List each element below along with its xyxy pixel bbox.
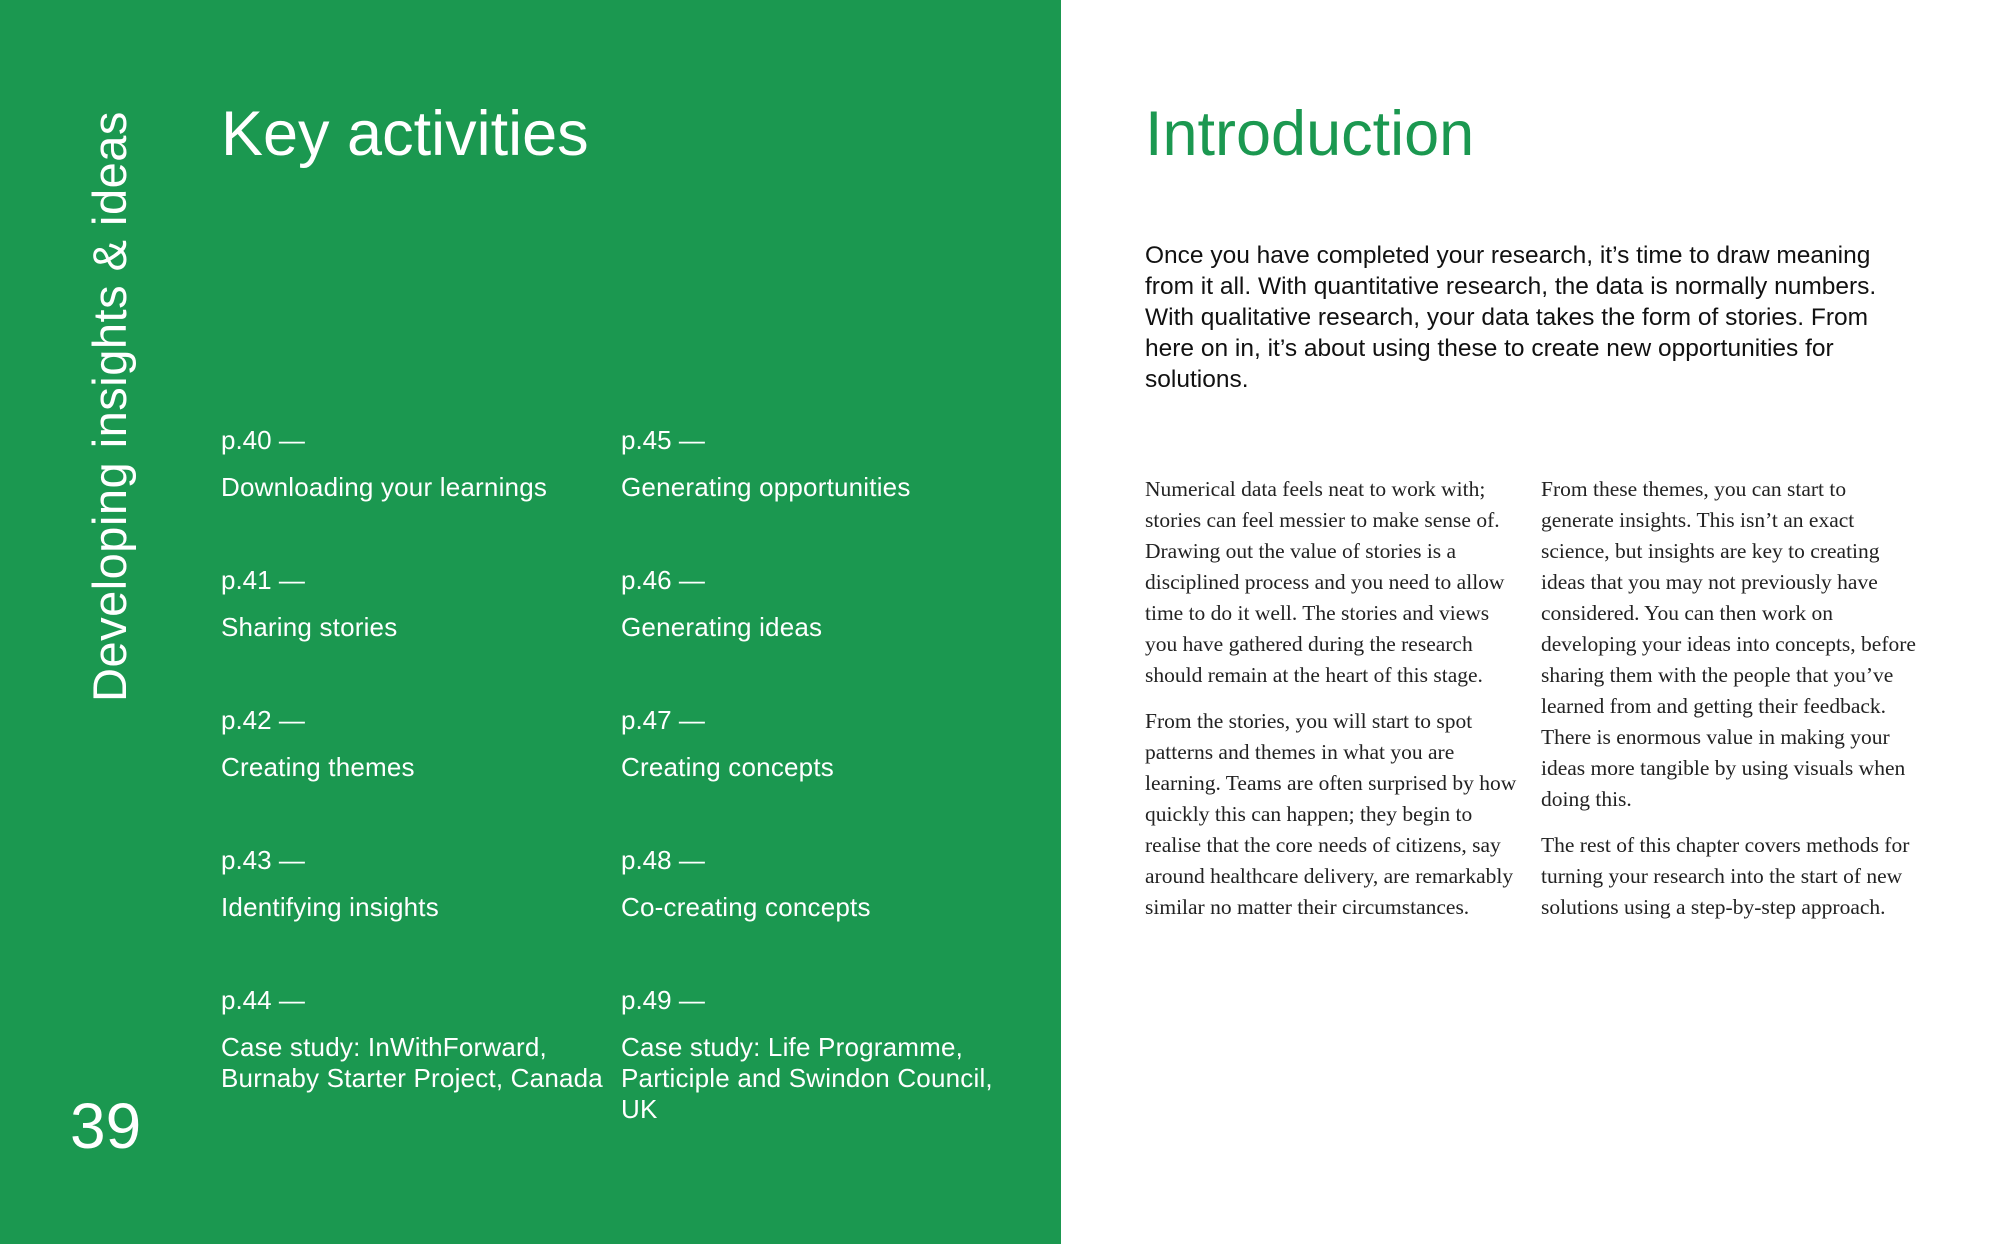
activity-name: Creating concepts xyxy=(621,752,834,782)
section-label-vertical: Developing insights & ideas xyxy=(83,111,136,702)
activity-item[interactable] xyxy=(221,845,621,985)
body-column-left xyxy=(1145,474,1525,938)
body-paragraph: Numerical data feels neat to work with; stories can feel messier to make sense of. Drawing out the value of stories is a disciplined process and you need to allow time to do it well. The stories and views you have gathered during the research should remain at the heart of this stage. xyxy=(1145,477,1505,687)
body-column-right xyxy=(1541,474,1921,938)
activity-name: Identifying insights xyxy=(221,892,439,922)
activity-item[interactable] xyxy=(221,425,621,565)
activity-item[interactable] xyxy=(621,985,1021,1125)
activity-page-ref: p.44 — xyxy=(221,985,305,1015)
activity-page-ref: p.45 — xyxy=(621,425,705,455)
activity-item[interactable] xyxy=(621,845,1021,985)
body-paragraph: From the stories, you will start to spot patterns and themes in what you are learning. Teams are often surprised by how quickly this can happen; they begin to realise that the core needs of citizens, say around healthcare delivery, are remarkably similar no matter their circumstances. xyxy=(1145,709,1517,919)
activity-name: Downloading your learnings xyxy=(221,472,548,502)
activity-item[interactable] xyxy=(221,565,621,705)
activity-name: Generating ideas xyxy=(621,612,823,642)
activity-page-ref: p.49 — xyxy=(621,985,705,1015)
activity-item[interactable] xyxy=(621,705,1021,845)
activity-list xyxy=(221,425,1021,1125)
activity-page-ref: p.46 — xyxy=(621,565,705,595)
activity-name: Case study: InWithForward, Burnaby Starter Project, Canada xyxy=(221,1032,603,1093)
key-activities-title: Key activities xyxy=(221,99,589,169)
activity-item[interactable] xyxy=(221,985,621,1125)
activity-name: Sharing stories xyxy=(221,612,398,642)
body-paragraph: From these themes, you can start to generate insights. This isn’t an exact science, but insights are key to creating ideas that you may not previously have considered. You can then work on developing your ideas into concepts, before sharing them with the people that you’ve learned from and getting their feedback. There is enormous value in making your ideas more tangible by using visuals when doing this. xyxy=(1541,477,1916,811)
activity-name: Co-creating concepts xyxy=(621,892,871,922)
activity-name: Case study: Life Programme, Participle and Swindon Council, UK xyxy=(621,1032,993,1124)
activity-page-ref: p.41 — xyxy=(221,565,305,595)
activity-item[interactable] xyxy=(221,705,621,845)
activity-item[interactable] xyxy=(621,425,1021,565)
activity-name: Creating themes xyxy=(221,752,415,782)
activity-page-ref: p.40 — xyxy=(221,425,305,455)
activity-name: Generating opportunities xyxy=(621,472,911,502)
introduction-lead-paragraph: Once you have completed your research, it’s time to draw meaning from it all. With quantitative research, the data is normally numbers. With qualitative research, your data takes the form of stories. From here on in, it’s about using these to create new opportunities for solutions. xyxy=(1145,242,1877,393)
activity-page-ref: p.43 — xyxy=(221,845,305,875)
activity-page-ref: p.42 — xyxy=(221,705,305,735)
introduction-title: Introduction xyxy=(1145,99,1475,169)
body-paragraph: The rest of this chapter covers methods for turning your research into the start of new solutions using a step-by-step approach. xyxy=(1541,833,1910,919)
activity-page-ref: p.48 — xyxy=(621,845,705,875)
activity-page-ref: p.47 — xyxy=(621,705,705,735)
page-number: 39 xyxy=(70,1090,142,1162)
activity-item[interactable] xyxy=(621,565,1021,705)
